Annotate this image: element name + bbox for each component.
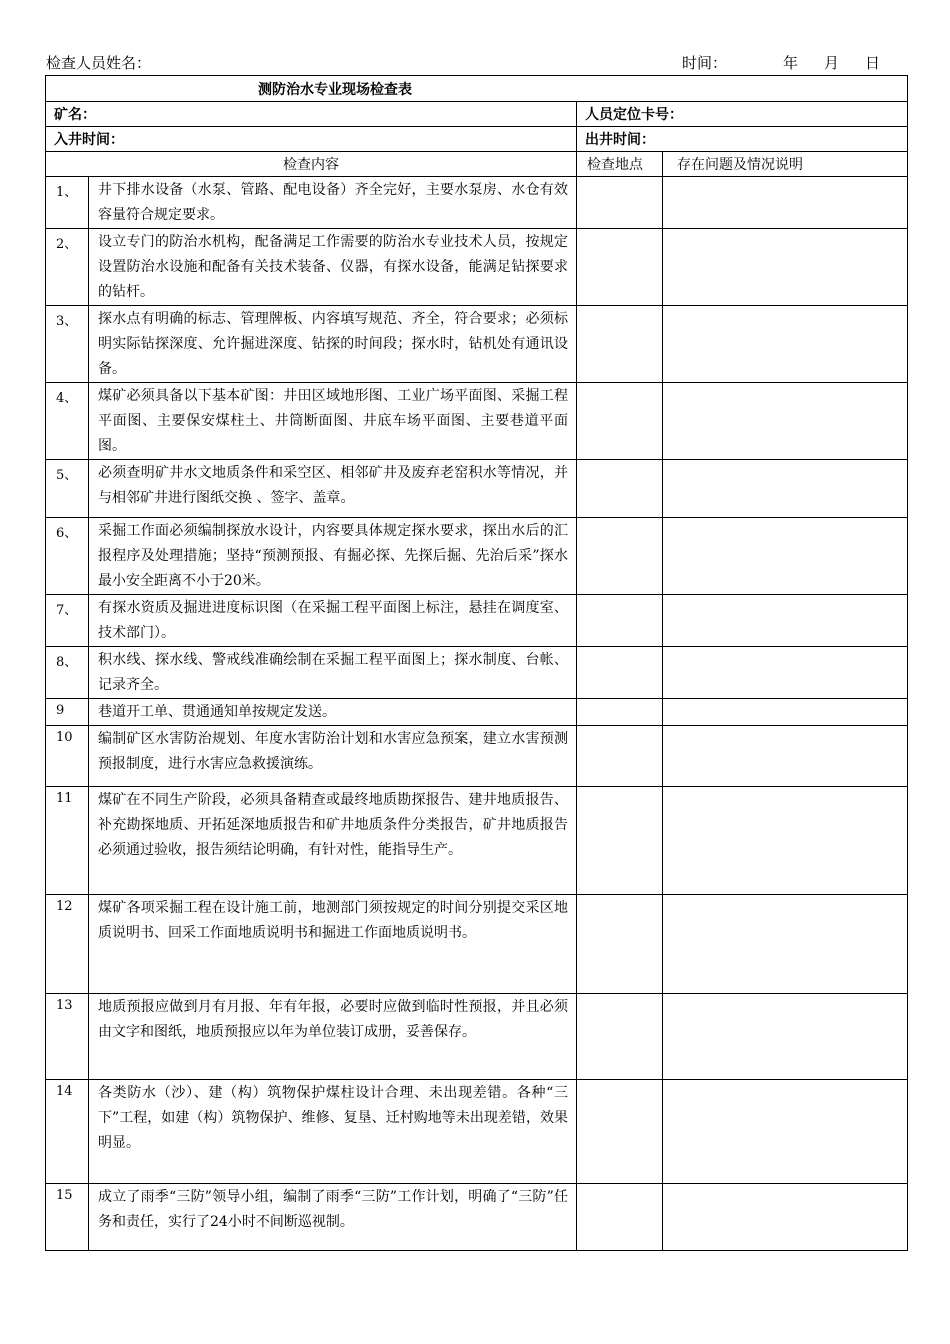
- location-input-cell[interactable]: [577, 460, 663, 518]
- item-number: 9: [46, 699, 89, 726]
- issues-input-cell[interactable]: [663, 787, 908, 895]
- item-number: 5、: [46, 460, 89, 518]
- table-row: [46, 895, 908, 994]
- mine-name-label: 矿名：: [46, 102, 577, 127]
- issues-input-cell[interactable]: [663, 1080, 908, 1184]
- issues-input-cell[interactable]: [663, 994, 908, 1080]
- table-row: [46, 460, 908, 518]
- item-content: 地质预报应做到月有月报、年有年报，必要时应做到临时性预报，并且必须由文字和图纸，地质预报应以年为单位装订成册，妥善保存。: [89, 994, 577, 1080]
- location-input-cell[interactable]: [577, 895, 663, 994]
- location-input-cell[interactable]: [577, 1184, 663, 1251]
- item-content: 必须查明矿井水文地质条件和采空区、相邻矿井及废弃老窑积水等情况，并与相邻矿井进行图纸交换 、签字、盖章。: [89, 460, 577, 518]
- table-row: [46, 229, 908, 306]
- table-row: [46, 994, 908, 1080]
- location-input-cell[interactable]: [577, 177, 663, 229]
- entry-time-label: 入井时间：: [46, 127, 577, 152]
- column-header-row: [46, 152, 908, 177]
- location-input-cell[interactable]: [577, 647, 663, 699]
- item-number: 8、: [46, 647, 89, 699]
- item-number: 11: [46, 787, 89, 895]
- day-label: 日: [865, 54, 881, 72]
- item-number: 7、: [46, 595, 89, 647]
- item-content: 煤矿各项采掘工程在设计施工前，地测部门须按规定的时间分别提交采区地质说明书、回采工作面地质说明书和掘进工作面地质说明书。: [89, 895, 577, 994]
- location-input-cell[interactable]: [577, 383, 663, 460]
- issues-input-cell[interactable]: [663, 383, 908, 460]
- table-row: [46, 1184, 908, 1251]
- item-content: 煤矿必须具备以下基本矿图：井田区域地形图、工业广场平面图、采掘工程平面图、主要保安煤柱土、井筒断面图、井底车场平面图、主要巷道平面图。: [89, 383, 577, 460]
- item-number: 6、: [46, 518, 89, 595]
- location-input-cell[interactable]: [577, 994, 663, 1080]
- col-header-location: 检查地点: [577, 152, 663, 177]
- table-row: [46, 306, 908, 383]
- table-row: [46, 595, 908, 647]
- item-content: 有探水资质及掘进进度标识图（在采掘工程平面图上标注，悬挂在调度室、技术部门）。: [89, 595, 577, 647]
- form-title: 测防治水专业现场检查表: [46, 76, 908, 102]
- table-row: [46, 699, 908, 726]
- item-number: 2、: [46, 229, 89, 306]
- item-number: 1、: [46, 177, 89, 229]
- table-row: [46, 518, 908, 595]
- date-line: [682, 52, 880, 73]
- issues-input-cell[interactable]: [663, 460, 908, 518]
- time-row: [46, 127, 908, 152]
- item-number: 14: [46, 1080, 89, 1184]
- item-content: 煤矿在不同生产阶段，必须具备精查或最终地质勘探报告、建井地质报告、补充勘探地质、开拓延深地质报告和矿井地质条件分类报告，矿井地质报告必须通过验收，报告须结论明确，有针对性，能指导生产。: [89, 787, 577, 895]
- location-input-cell[interactable]: [577, 787, 663, 895]
- exit-time-label: 出井时间：: [577, 127, 908, 152]
- location-input-cell[interactable]: [577, 306, 663, 383]
- issues-input-cell[interactable]: [663, 229, 908, 306]
- issues-input-cell[interactable]: [663, 518, 908, 595]
- item-content: 采掘工作面必须编制探放水设计，内容要具体规定探水要求，探出水后的汇报程序及处理措施；坚持“预测预报、有掘必探、先探后掘、先治后采”探水最小安全距离不小于20米。: [89, 518, 577, 595]
- item-number: 13: [46, 994, 89, 1080]
- time-label: 时间：: [682, 54, 728, 72]
- item-content: 成立了雨季“三防”领导小组，编制了雨季“三防”工作计划，明确了“三防”任务和责任，实行了24小时不间断巡视制。: [89, 1184, 577, 1251]
- item-content: 积水线、探水线、警戒线准确绘制在采掘工程平面图上；探水制度、台帐、记录齐全。: [89, 647, 577, 699]
- mine-row: [46, 102, 908, 127]
- item-number: 15: [46, 1184, 89, 1251]
- issues-input-cell[interactable]: [663, 647, 908, 699]
- item-content: 各类防水（沙）、建（构）筑物保护煤柱设计合理、未出现差错。各种“三下”工程，如建（构）筑物保护、维修、复垦、迁村购地等未出现差错，效果明显。: [89, 1080, 577, 1184]
- issues-input-cell[interactable]: [663, 306, 908, 383]
- col-header-content: 检查内容: [46, 152, 577, 177]
- location-input-cell[interactable]: [577, 229, 663, 306]
- location-input-cell[interactable]: [577, 1080, 663, 1184]
- month-label: 月: [824, 54, 840, 72]
- table-row: [46, 726, 908, 787]
- item-content: 巷道开工单、贯通通知单按规定发送。: [89, 699, 577, 726]
- issues-input-cell[interactable]: [663, 726, 908, 787]
- location-card-label: 人员定位卡号：: [577, 102, 908, 127]
- item-content: 井下排水设备（水泵、管路、配电设备）齐全完好，主要水泵房、水仓有效容量符合规定要求。: [89, 177, 577, 229]
- issues-input-cell[interactable]: [663, 595, 908, 647]
- item-number: 12: [46, 895, 89, 994]
- location-input-cell[interactable]: [577, 518, 663, 595]
- table-row: [46, 1080, 908, 1184]
- year-label: 年: [783, 54, 799, 72]
- item-number: 10: [46, 726, 89, 787]
- table-row: [46, 787, 908, 895]
- issues-input-cell[interactable]: [663, 177, 908, 229]
- location-input-cell[interactable]: [577, 726, 663, 787]
- issues-input-cell[interactable]: [663, 895, 908, 994]
- title-row: [46, 76, 908, 102]
- issues-input-cell[interactable]: [663, 699, 908, 726]
- item-content: 设立专门的防治水机构，配备满足工作需要的防治水专业技术人员，按规定设置防治水设施和配备有关技术装备、仪器，有探水设备，能满足钻探要求的钻杆。: [89, 229, 577, 306]
- table-row: [46, 383, 908, 460]
- table-row: [46, 647, 908, 699]
- inspection-table: [45, 75, 908, 1251]
- item-content: 探水点有明确的标志、管理牌板、内容填写规范、齐全，符合要求；必须标明实际钻探深度、允许掘进深度、钻探的时间段；探水时，钻机处有通讯设备。: [89, 306, 577, 383]
- item-number: 3、: [46, 306, 89, 383]
- table-row: [46, 177, 908, 229]
- location-input-cell[interactable]: [577, 595, 663, 647]
- item-content: 编制矿区水害防治规划、年度水害防治计划和水害应急预案，建立水害预测预报制度，进行水害应急救援演练。: [89, 726, 577, 787]
- inspector-name-label: 检查人员姓名：: [46, 54, 152, 72]
- location-input-cell[interactable]: [577, 699, 663, 726]
- col-header-issues: 存在问题及情况说明: [663, 152, 908, 177]
- issues-input-cell[interactable]: [663, 1184, 908, 1251]
- item-number: 4、: [46, 383, 89, 460]
